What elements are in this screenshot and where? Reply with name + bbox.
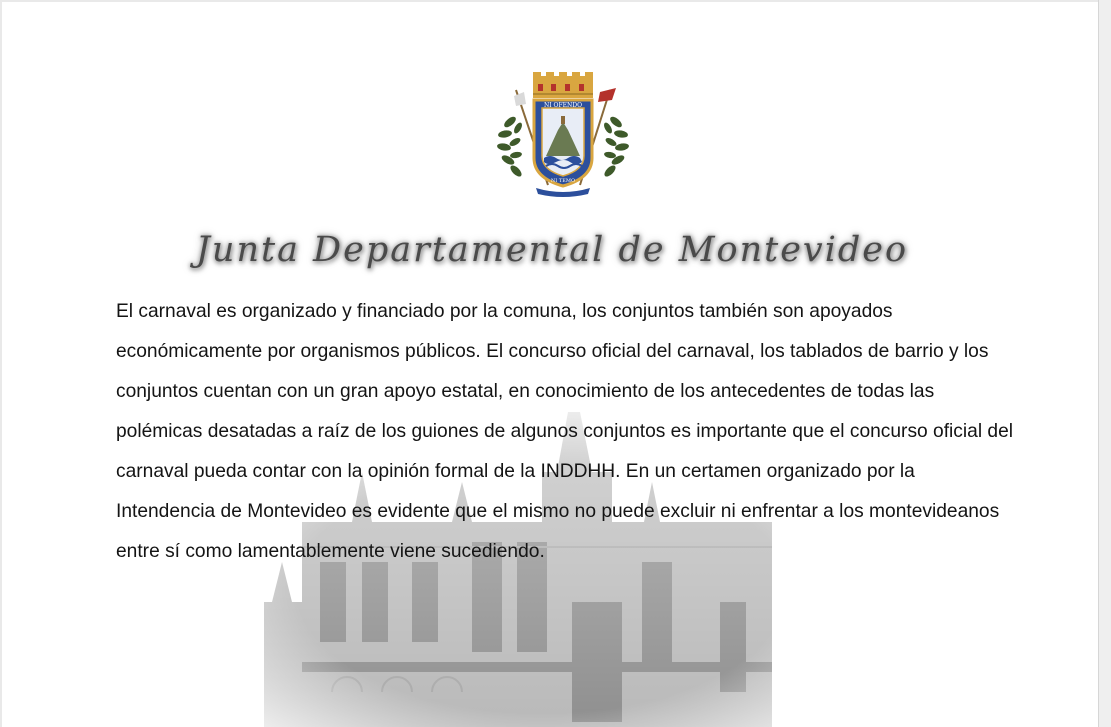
document-page xyxy=(2,2,1099,727)
institution-title: Junta Departamental de Montevideo xyxy=(195,230,909,270)
svg-text:NI OFENDO: NI OFENDO xyxy=(544,102,582,109)
svg-text:NI TEMO: NI TEMO xyxy=(550,178,576,184)
viewer-right-edge xyxy=(1098,0,1111,727)
body-paragraph: El carnaval es organizado y financiado por la comuna, los conjuntos también son apoyados económicamente por organismos públicos. El concurso oficial del carnaval, los tablados de barrio y los conjuntos cuentan con un gran apoyo estatal, en conocimiento de los antecedentes de todas las polémicas desatadas a raíz de los guiones de algunos conjuntos es importante que el concurso oficial del carnaval pueda contar con la opinión formal de la INDDHH. En un certamen organizado por la Intendencia de Montevideo es evidente que el mismo no puede excluir ni enfrentar a los montevideanos entre sí como lamentablemente viene sucediendo. xyxy=(116,301,1014,562)
montevideo-coat-of-arms-icon xyxy=(488,70,638,200)
